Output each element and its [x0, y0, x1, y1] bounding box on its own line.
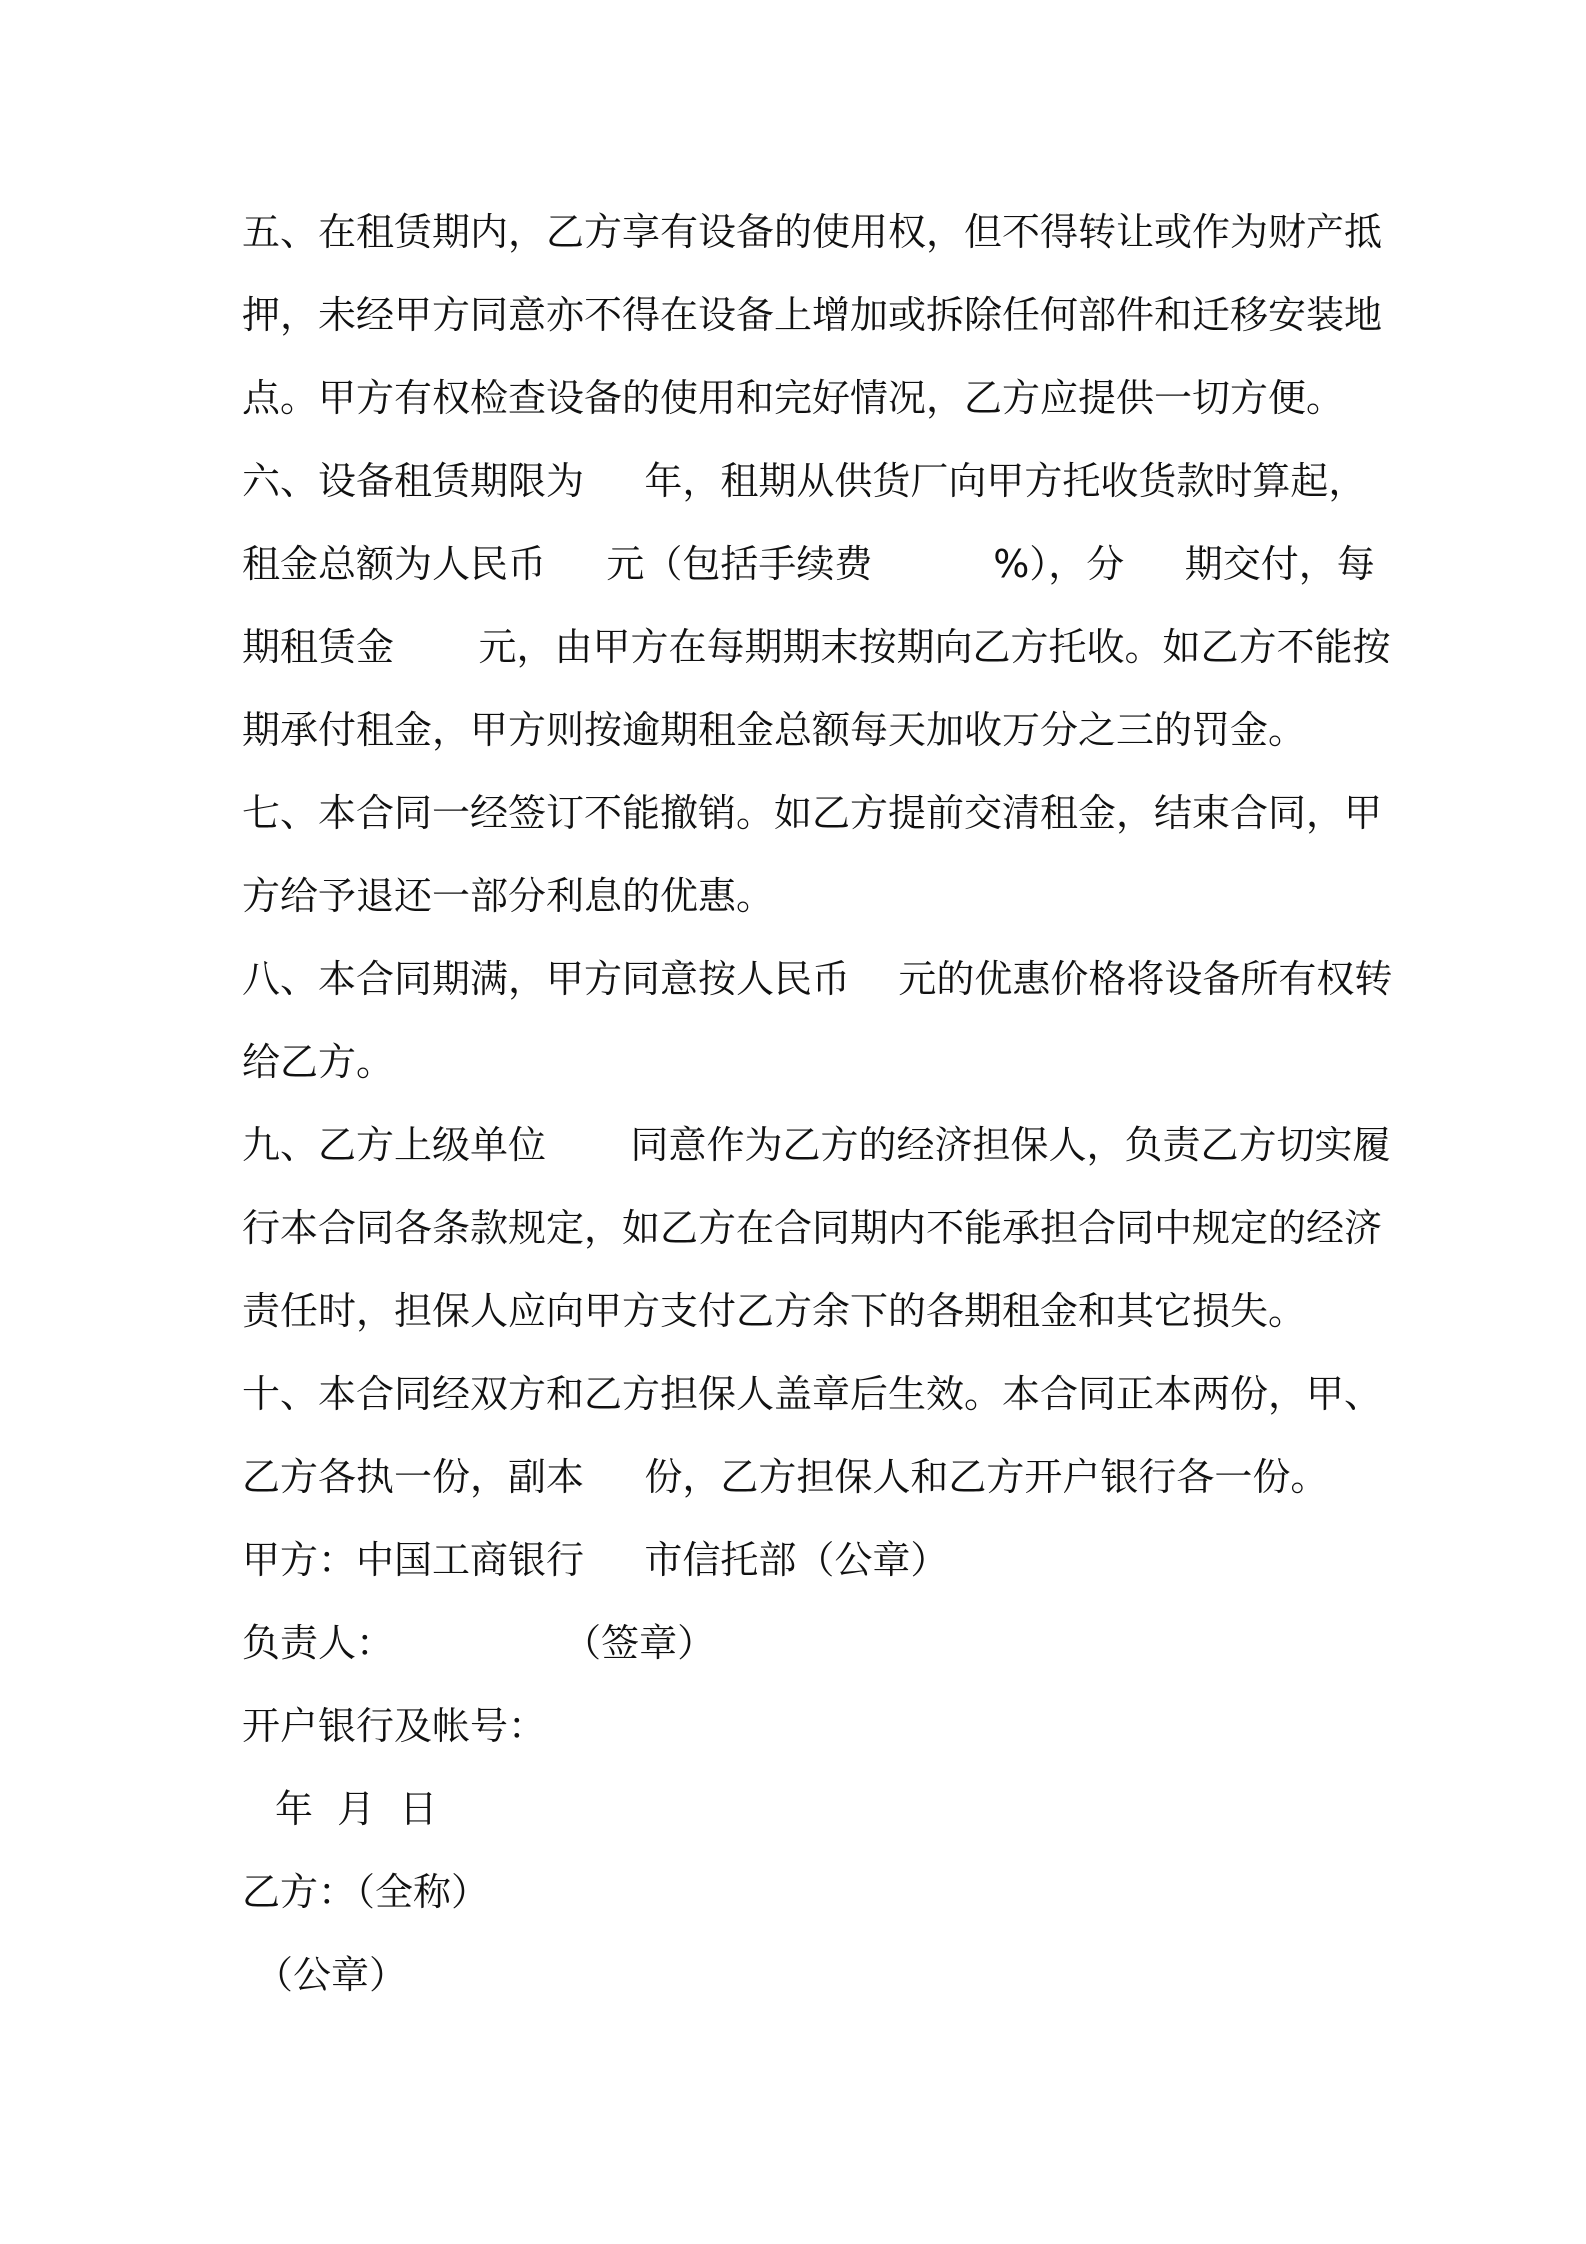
- clause-9-line-3: 责任时，担保人应向甲方支付乙方余下的各期租金和其它损失。: [242, 1289, 1307, 1333]
- party-a-bank-account: 开户银行及帐号：: [242, 1704, 547, 1748]
- party-a-date: 年 月 日: [275, 1787, 438, 1831]
- clause-6-line-4: 期承付租金，甲方则按逾期租金总额每天加收万分之三的罚金。: [242, 708, 1307, 752]
- party-a-name: 甲方：中国工商银行 市信托部（公章）: [242, 1538, 949, 1582]
- party-b-name: 乙方：（全称）: [242, 1870, 490, 1914]
- clause-5-line-2: 押，未经甲方同意亦不得在设备上增加或拆除任何部件和迁移安装地: [242, 293, 1383, 337]
- clause-8-line-2: 给乙方。: [242, 1040, 395, 1084]
- party-b-seal: （公章）: [255, 1953, 408, 1997]
- clause-7-line-2: 方给予退还一部分利息的优惠。: [242, 874, 775, 918]
- party-a-responsible-person: 负责人： （签章）: [242, 1621, 716, 1665]
- clause-5-line-3: 点。甲方有权检查设备的使用和完好情况，乙方应提供一切方便。: [242, 376, 1345, 420]
- clause-9-line-2: 行本合同各条款规定，如乙方在合同期内不能承担合同中规定的经济: [242, 1206, 1383, 1250]
- clause-6-line-2: 租金总额为人民币 元（包括手续费 %），分 期交付，每: [242, 542, 1375, 586]
- clause-6-line-3: 期租赁金 元，由甲方在每期期末按期向乙方托收。如乙方不能按: [242, 625, 1391, 669]
- clause-8-line-1: 八、本合同期满，甲方同意按人民币 元的优惠价格将设备所有权转: [242, 957, 1393, 1001]
- clause-6-line-1: 六、设备租赁期限为 年，租期从供货厂向甲方托收货款时算起，: [242, 459, 1367, 503]
- clause-9-line-1: 九、乙方上级单位 同意作为乙方的经济担保人，负责乙方切实履: [242, 1123, 1391, 1167]
- clause-10-line-1: 十、本合同经双方和乙方担保人盖章后生效。本合同正本两份，甲、: [242, 1372, 1383, 1416]
- clause-5-line-1: 五、在租赁期内，乙方享有设备的使用权，但不得转让或作为财产抵: [242, 210, 1383, 254]
- clause-7-line-1: 七、本合同一经签订不能撤销。如乙方提前交清租金，结束合同，甲: [242, 791, 1383, 835]
- clause-10-line-2: 乙方各执一份，副本 份，乙方担保人和乙方开户银行各一份。: [242, 1455, 1329, 1499]
